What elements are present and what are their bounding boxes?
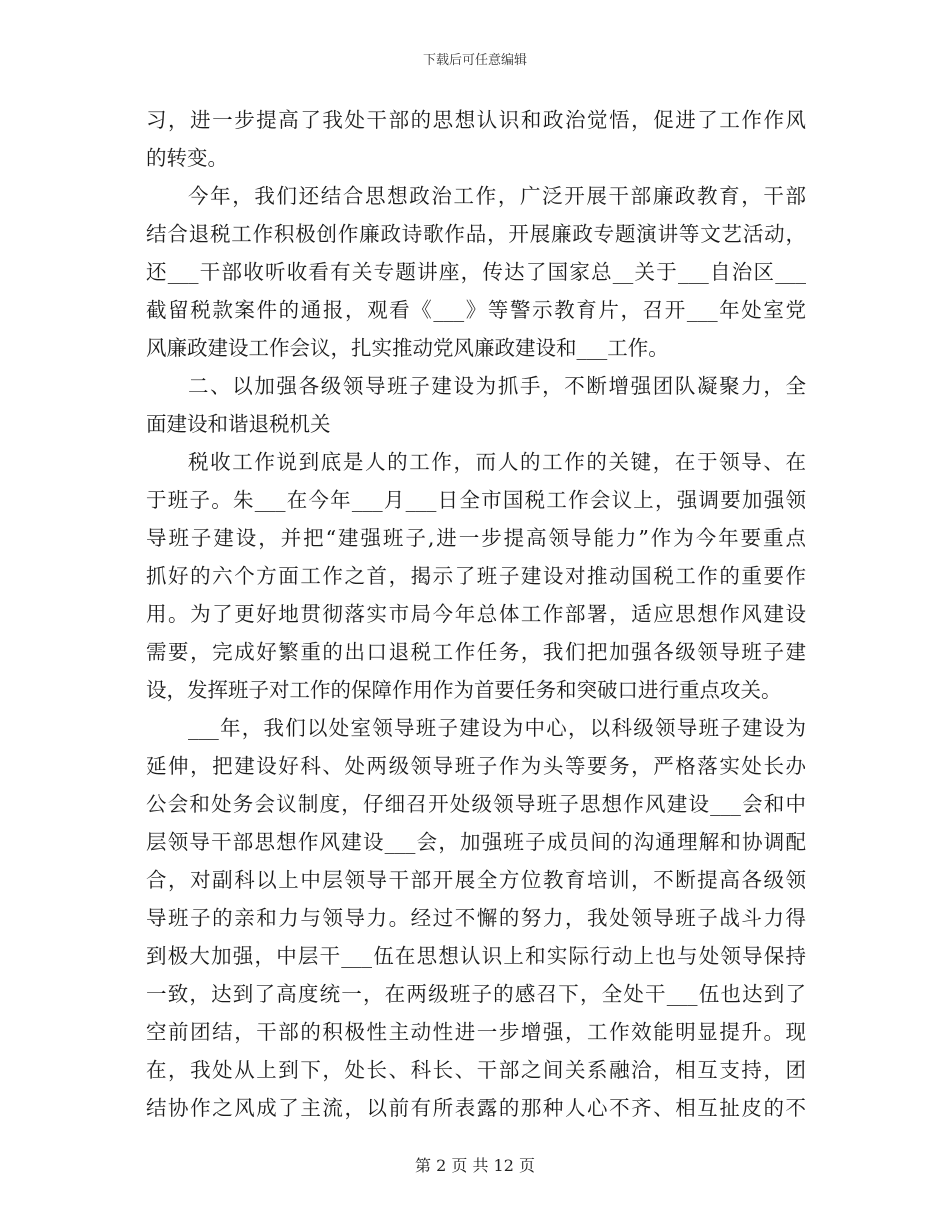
text-line: 合，对副科以上中层领导干部开展全方位教育培训，不断提高各级领 — [146, 868, 806, 892]
text-line: 用。为了更好地贯彻落实市局今年总体工作部署，适应思想作风建设 — [146, 602, 806, 626]
text-line: ___年，我们以处室领导班子建设为中心，以科级领导班子建设为 — [188, 716, 806, 740]
section-heading-line: 二、以加强各级领导班子建设为抓手，不断增强团队凝聚力，全 — [188, 374, 806, 398]
text-line: 今年，我们还结合思想政治工作，广泛开展干部廉政教育，干部 — [188, 184, 806, 208]
text-line: 结协作之风成了主流，以前有所表露的那种人心不齐、相互扯皮的不 — [146, 1096, 806, 1120]
text-line: 层领导干部思想作风建设___会，加强班子成员间的沟通理解和协调配 — [146, 830, 806, 854]
text-line: 一致，达到了高度统一，在两级班子的感召下，全处干___伍也达到了 — [146, 982, 806, 1006]
text-line: 导班子建设，并把“建强班子,进一步提高领导能力”作为今年要重点 — [146, 526, 806, 550]
text-line: 空前团结，干部的积极性主动性进一步增强，工作效能明显提升。现 — [146, 1020, 806, 1044]
text-line: 习，进一步提高了我处干部的思想认识和政治觉悟，促进了工作作风 — [146, 108, 806, 132]
page-number: 第 2 页 共 12 页 — [415, 1156, 535, 1175]
section-heading-line: 面建设和谐退税机关 — [146, 412, 331, 436]
text-line: 截留税款案件的通报，观看《___》等警示教育片，召开___年处室党 — [146, 298, 806, 322]
text-line: 结合退税工作积极创作廉政诗歌作品，开展廉政专题演讲等文艺活动， — [146, 222, 806, 246]
text-line: 设，发挥班子对工作的保障作用作为首要任务和突破口进行重点攻关。 — [146, 678, 782, 702]
text-line: 延伸，把建设好科、处两级领导班子作为头等要务，严格落实处长办 — [146, 754, 806, 778]
text-line: 风廉政建设工作会议，扎实推动党风廉政建设和___工作。 — [146, 336, 669, 360]
text-line: 在，我处从上到下，处长、科长、干部之间关系融洽，相互支持，团 — [146, 1058, 806, 1082]
document-body — [146, 101, 806, 1127]
page-header-note: 下载后可任意编辑 — [422, 53, 527, 68]
text-line: 的转变。 — [146, 146, 228, 170]
text-line: 需要，完成好繁重的出口退税工作任务，我们把加强各级领导班子建 — [146, 640, 806, 664]
text-line: 于班子。朱___在今年___月___日全市国税工作会议上，强调要加强领 — [146, 488, 806, 512]
text-line: 抓好的六个方面工作之首，揭示了班子建设对推动国税工作的重要作 — [146, 564, 806, 588]
text-line: 到极大加强，中层干___伍在思想认识上和实际行动上也与处领导保持 — [146, 944, 806, 968]
text-line: 还___干部收听收看有关专题讲座，传达了国家总__关于___自治区___ — [146, 260, 806, 284]
text-line: 导班子的亲和力与领导力。经过不懈的努力，我处领导班子战斗力得 — [146, 906, 806, 930]
text-line: 税收工作说到底是人的工作，而人的工作的关键，在于领导、在 — [188, 450, 806, 474]
text-line: 公会和处务会议制度，仔细召开处级领导班子思想作风建设___会和中 — [146, 792, 806, 816]
